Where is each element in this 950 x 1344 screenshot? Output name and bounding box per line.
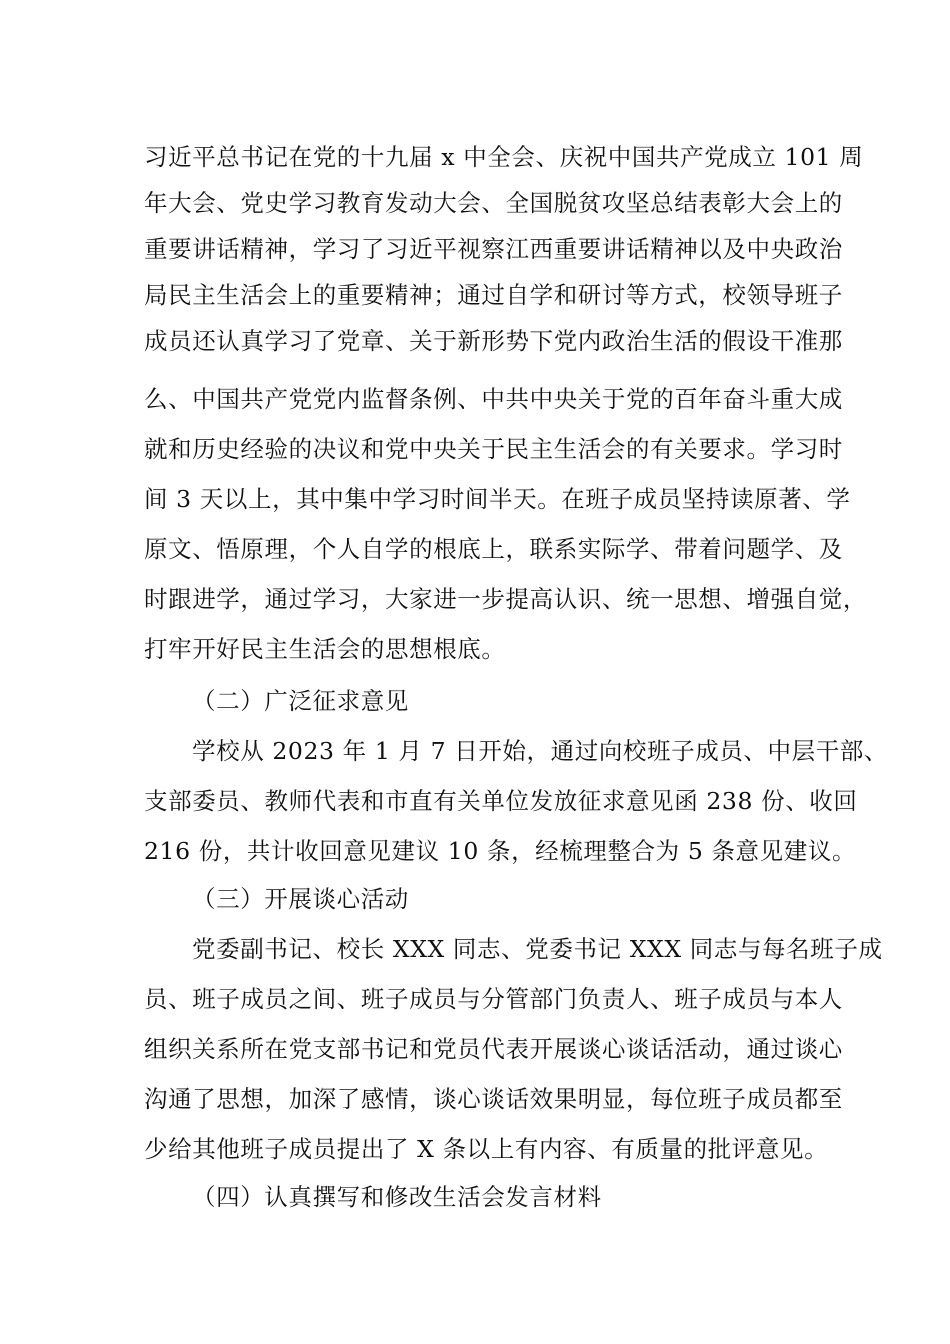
paragraph-1-line-10: 时跟进学，通过学习，大家进一步提高认识、统一思想、增强自觉， bbox=[144, 585, 867, 613]
paragraph-1-line-1: 习近平总书记在党的十九届 x 中全会、庆祝中国共产党成立 101 周 bbox=[144, 143, 864, 171]
paragraph-1-line-9: 原文、悟原理，个人自学的根底上，联系实际学、带着问题学、及 bbox=[144, 535, 843, 563]
paragraph-1-line-4: 局民主生活会上的重要精神；通过自学和研讨等方式，校领导班子 bbox=[144, 281, 843, 309]
section-heading-4: （四）认真撰写和修改生活会发言材料 bbox=[192, 1183, 602, 1211]
paragraph-1-line-3: 重要讲话精神，学习了习近平视察江西重要讲话精神以及中央政治 bbox=[144, 235, 843, 263]
paragraph-1-line-8: 间 3 天以上，其中集中学习时间半天。在班子成员坚持读原著、学 bbox=[144, 485, 851, 513]
paragraph-3-line-1: 党委副书记、校长 XXX 同志、党委书记 XXX 同志与每名班子成 bbox=[192, 935, 883, 963]
paragraph-2-line-3: 216 份，共计收回意见建议 10 条，经梳理整合为 5 条意见建议。 bbox=[144, 837, 857, 865]
paragraph-1-line-7: 就和历史经验的决议和党中央关于民主生活会的有关要求。学习时 bbox=[144, 435, 843, 463]
paragraph-1-line-5: 成员还认真学习了党章、关于新形势下党内政治生活的假设干准那 bbox=[144, 327, 843, 355]
paragraph-1-line-2: 年大会、党史学习教育发动大会、全国脱贫攻坚总结表彰大会上的 bbox=[144, 189, 843, 217]
paragraph-3-line-3: 组织关系所在党支部书记和党员代表开展谈心谈话活动，通过谈心 bbox=[144, 1035, 843, 1063]
section-heading-3: （三）开展谈心活动 bbox=[192, 885, 409, 913]
paragraph-2-line-1: 学校从 2023 年 1 月 7 日开始，通过向校班子成员、中层干部、 bbox=[192, 737, 889, 765]
paragraph-3-line-2: 员、班子成员之间、班子成员与分管部门负责人、班子成员与本人 bbox=[144, 985, 843, 1013]
paragraph-1-line-6: 么、中国共产党党内监督条例、中共中央关于党的百年奋斗重大成 bbox=[144, 385, 843, 413]
section-heading-2: （二）广泛征求意见 bbox=[192, 687, 409, 715]
paragraph-3-line-5: 少给其他班子成员提出了 X 条以上有内容、有质量的批评意见。 bbox=[144, 1135, 829, 1163]
paragraph-1-line-11: 打牢开好民主生活会的思想根底。 bbox=[144, 635, 506, 663]
paragraph-3-line-4: 沟通了思想，加深了感情，谈心谈话效果明显，每位班子成员都至 bbox=[144, 1085, 843, 1113]
paragraph-2-line-2: 支部委员、教师代表和市直有关单位发放征求意见函 238 份、收回 bbox=[144, 787, 858, 815]
